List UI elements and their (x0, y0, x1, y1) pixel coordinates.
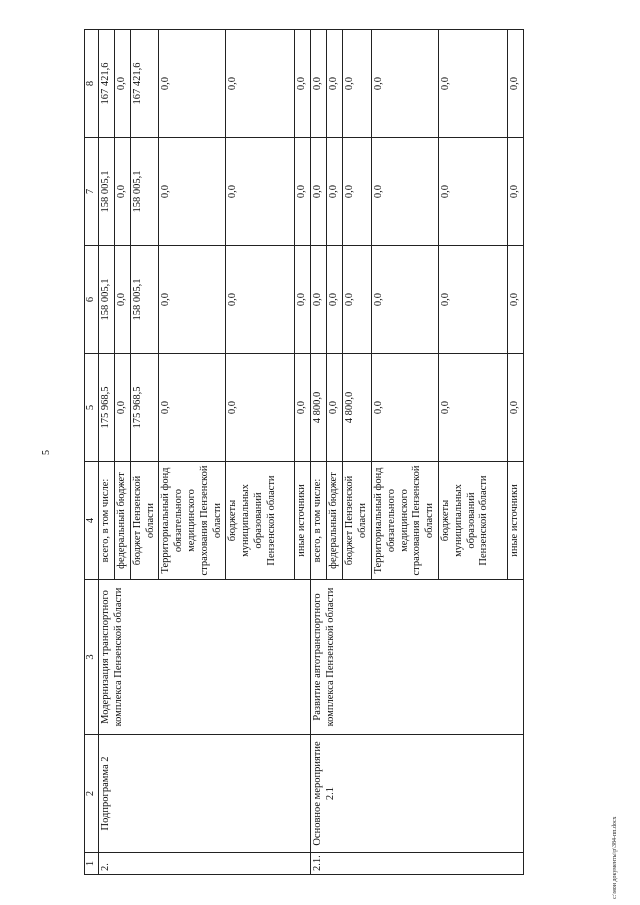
value-cell: 0,0 (507, 30, 523, 138)
item-number: 2. (98, 853, 311, 875)
value-cell: 0,0 (295, 354, 311, 462)
value-cell: 0,0 (327, 354, 343, 462)
value-cell: 4 800,0 (311, 354, 327, 462)
value-cell: 0,0 (507, 246, 523, 354)
value-cell: 0,0 (295, 246, 311, 354)
funding-source: всего, в том числе: (311, 462, 327, 580)
funding-source: бюджет Пензенской области (343, 462, 372, 580)
value-cell: 158 005,1 (98, 138, 114, 246)
header-row (85, 30, 99, 875)
value-cell: 175 968,5 (130, 354, 159, 462)
budget-table (84, 29, 524, 875)
value-cell: 0,0 (159, 246, 226, 354)
value-cell: 0,0 (371, 246, 438, 354)
value-cell: 0,0 (295, 138, 311, 246)
value-cell: 0,0 (371, 354, 438, 462)
value-cell: 158 005,1 (130, 246, 159, 354)
header-cell: 6 (85, 246, 99, 354)
item-number: 2.1. (311, 853, 524, 875)
item-name: Основное мероприятие 2.1 (311, 735, 524, 853)
header-cell: 2 (85, 735, 99, 853)
value-cell: 0,0 (311, 138, 327, 246)
value-cell: 0,0 (311, 246, 327, 354)
funding-source: федеральный бюджет (114, 462, 130, 580)
value-cell: 0,0 (226, 30, 295, 138)
value-cell: 0,0 (226, 246, 295, 354)
value-cell: 0,0 (438, 30, 507, 138)
value-cell: 0,0 (343, 246, 372, 354)
value-cell: 0,0 (327, 138, 343, 246)
value-cell: 158 005,1 (98, 246, 114, 354)
header-cell: 3 (85, 580, 99, 735)
value-cell: 158 005,1 (130, 138, 159, 246)
value-cell: 0,0 (507, 138, 523, 246)
value-cell: 0,0 (327, 246, 343, 354)
value-cell: 175 968,5 (98, 354, 114, 462)
item-title: Модернизация транспортного комплекса Пензенской области (98, 580, 311, 735)
value-cell: 0,0 (438, 138, 507, 246)
value-cell: 0,0 (114, 138, 130, 246)
value-cell: 0,0 (371, 138, 438, 246)
value-cell: 167 421,6 (130, 30, 159, 138)
funding-source: бюджеты муниципальных образований Пензенской области (438, 462, 507, 580)
value-cell: 0,0 (295, 30, 311, 138)
page-number: 5 (41, 450, 52, 455)
value-cell: 0,0 (438, 246, 507, 354)
value-cell: 0,0 (159, 138, 226, 246)
funding-source: иные источники (507, 462, 523, 580)
table-row (98, 30, 114, 875)
value-cell: 0,0 (438, 354, 507, 462)
funding-source: Территориальный фонд обязательного медицинского страхования Пензенской области (371, 462, 438, 580)
value-cell: 0,0 (371, 30, 438, 138)
item-name: Подпрограмма 2 (98, 735, 311, 853)
value-cell: 0,0 (159, 354, 226, 462)
value-cell: 0,0 (114, 354, 130, 462)
header-cell: 1 (85, 853, 99, 875)
value-cell: 0,0 (114, 30, 130, 138)
value-cell: 0,0 (159, 30, 226, 138)
funding-source: всего, в том числе: (98, 462, 114, 580)
value-cell: 167 421,6 (98, 30, 114, 138)
value-cell: 4 800,0 (343, 354, 372, 462)
value-cell: 0,0 (226, 354, 295, 462)
value-cell: 0,0 (311, 30, 327, 138)
value-cell: 0,0 (327, 30, 343, 138)
footer-file-path: c:\мои документы\р\384-пп.docx (612, 816, 618, 899)
header-cell: 8 (85, 30, 99, 138)
header-cell: 5 (85, 354, 99, 462)
funding-source: бюджеты муниципальных образований Пензенской области (226, 462, 295, 580)
item-title: Развитие автотранспортного комплекса Пензенской области (311, 580, 524, 735)
value-cell: 0,0 (114, 246, 130, 354)
funding-source: Территориальный фонд обязательного медицинского страхования Пензенской области (159, 462, 226, 580)
funding-source: иные источники (295, 462, 311, 580)
value-cell: 0,0 (226, 138, 295, 246)
value-cell: 0,0 (343, 138, 372, 246)
funding-source: бюджет Пензенской области (130, 462, 159, 580)
value-cell: 0,0 (343, 30, 372, 138)
header-cell: 7 (85, 138, 99, 246)
header-cell: 4 (85, 462, 99, 580)
funding-source: федеральный бюджет (327, 462, 343, 580)
table-row (311, 30, 327, 875)
value-cell: 0,0 (507, 354, 523, 462)
